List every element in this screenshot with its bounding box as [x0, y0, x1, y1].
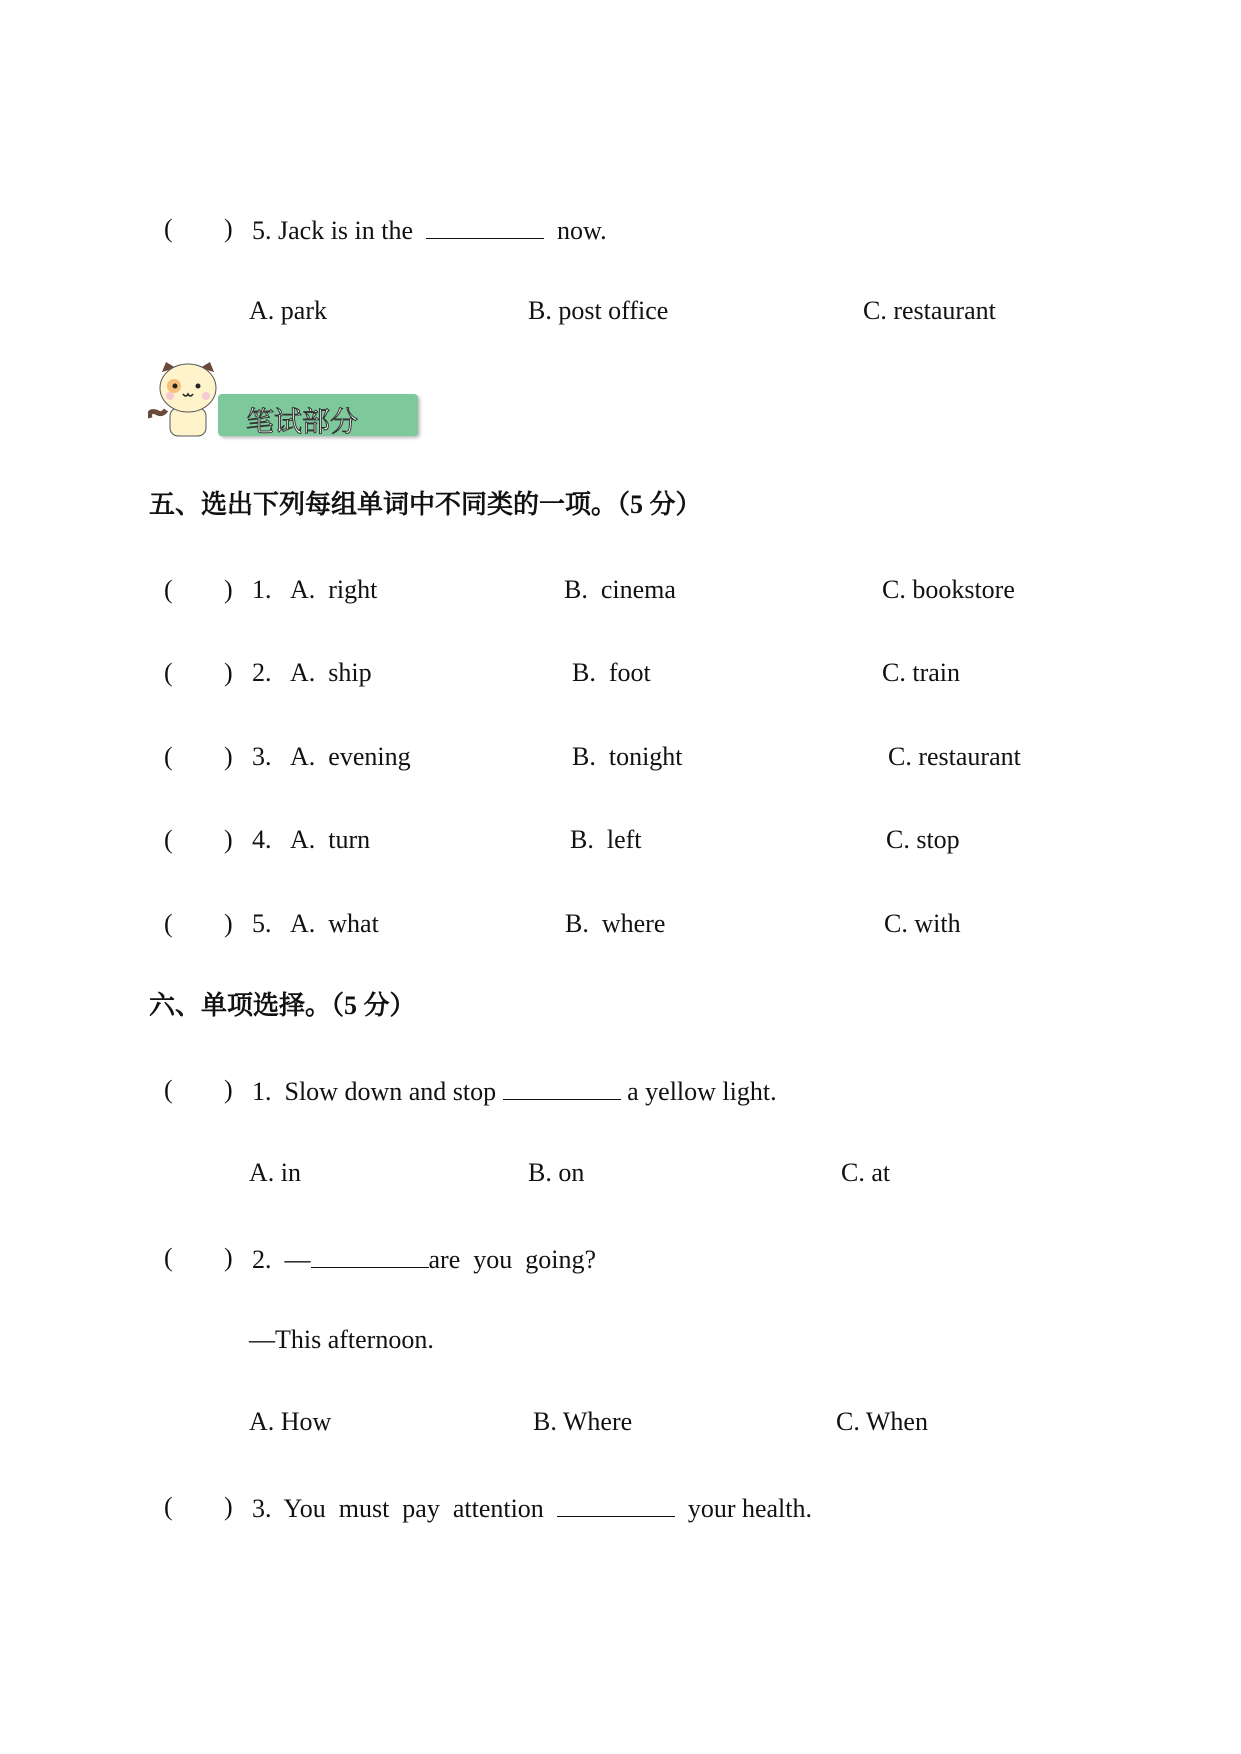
- answer-paren-open: (: [164, 909, 173, 938]
- option-b: B. left: [570, 825, 642, 854]
- answer-blank[interactable]: [503, 1077, 621, 1100]
- option-a: A. park: [249, 296, 327, 325]
- option-a: A. right: [290, 575, 378, 604]
- cat-mascot-icon: [148, 360, 228, 440]
- option-c: C. restaurant: [863, 296, 996, 325]
- question-text: [252, 1494, 812, 1522]
- answer-paren-open: (: [164, 1243, 173, 1272]
- option-a: A. in: [249, 1158, 301, 1187]
- question-text-after: are you going?: [428, 1245, 597, 1274]
- answer-paren-close: ): [224, 1075, 233, 1104]
- section5-title: 五、选出下列每组单词中不同类的一项。（5 分）: [149, 490, 702, 519]
- option-b: B. tonight: [572, 742, 683, 771]
- answer-paren-close: ): [224, 214, 233, 243]
- answer-paren-close: ): [224, 1492, 233, 1521]
- answer-blank[interactable]: [426, 216, 544, 239]
- answer-paren-open: (: [164, 825, 173, 854]
- dialogue-answer: —This afternoon.: [249, 1325, 434, 1354]
- option-a: A. what: [290, 909, 379, 938]
- answer-paren-close: ): [224, 825, 233, 854]
- answer-blank[interactable]: [311, 1245, 429, 1268]
- answer-paren-open: (: [164, 1075, 173, 1104]
- option-c: C. train: [882, 658, 960, 687]
- question-text-after: your health.: [687, 1494, 812, 1523]
- option-a: A. turn: [290, 825, 371, 854]
- option-a: A. evening: [290, 742, 411, 771]
- question-number: 3.: [252, 742, 272, 771]
- option-c: C. stop: [886, 825, 960, 854]
- question-number: 4.: [252, 825, 272, 854]
- banner-bar: [218, 394, 418, 436]
- option-b: B. Where: [533, 1407, 633, 1436]
- answer-paren-close: ): [224, 909, 233, 938]
- option-b: B. post office: [528, 296, 669, 325]
- question-number: 3.: [252, 1494, 272, 1523]
- question-text: [252, 1077, 777, 1105]
- answer-paren-close: ): [224, 742, 233, 771]
- question-number: 5.: [252, 909, 272, 938]
- question-number: 5.: [252, 216, 272, 245]
- answer-paren-close: ): [224, 658, 233, 687]
- option-a: A. ship: [290, 658, 372, 687]
- answer-paren-open: (: [164, 1492, 173, 1521]
- option-c: C. with: [884, 909, 961, 938]
- option-b: B. cinema: [564, 575, 676, 604]
- banner-label: 笔试部分: [246, 405, 359, 438]
- option-b: B. foot: [572, 658, 651, 687]
- question-text-before: —: [284, 1245, 311, 1274]
- answer-paren-open: (: [164, 658, 173, 687]
- answer-paren-open: (: [164, 214, 173, 243]
- answer-paren-open: (: [164, 575, 173, 604]
- question-number: 2.: [252, 1245, 272, 1274]
- section6-title: 六、单项选择。（5 分）: [149, 991, 416, 1020]
- question-text-before: Jack is in the: [278, 216, 414, 245]
- option-c: C. at: [841, 1158, 891, 1187]
- option-c: C. bookstore: [882, 575, 1015, 604]
- option-c: C. When: [836, 1407, 928, 1436]
- answer-paren-close: ): [224, 575, 233, 604]
- written-section-banner: [148, 360, 418, 440]
- answer-paren-close: ): [224, 1243, 233, 1272]
- answer-paren-open: (: [164, 742, 173, 771]
- question-text: [252, 216, 607, 244]
- question-text: [252, 1245, 596, 1273]
- option-c: C. restaurant: [888, 742, 1021, 771]
- answer-blank[interactable]: [557, 1494, 675, 1517]
- question-number: 1.: [252, 575, 272, 604]
- option-b: B. on: [528, 1158, 585, 1187]
- option-a: A. How: [249, 1407, 332, 1436]
- question-text-before: You must pay attention: [283, 1494, 544, 1523]
- option-b: B. where: [565, 909, 666, 938]
- question-text-before: Slow down and stop: [284, 1077, 497, 1106]
- question-text-after: a yellow light.: [627, 1077, 777, 1106]
- question-number: 2.: [252, 658, 272, 687]
- question-text-after: now.: [557, 216, 607, 245]
- question-number: 1.: [252, 1077, 272, 1106]
